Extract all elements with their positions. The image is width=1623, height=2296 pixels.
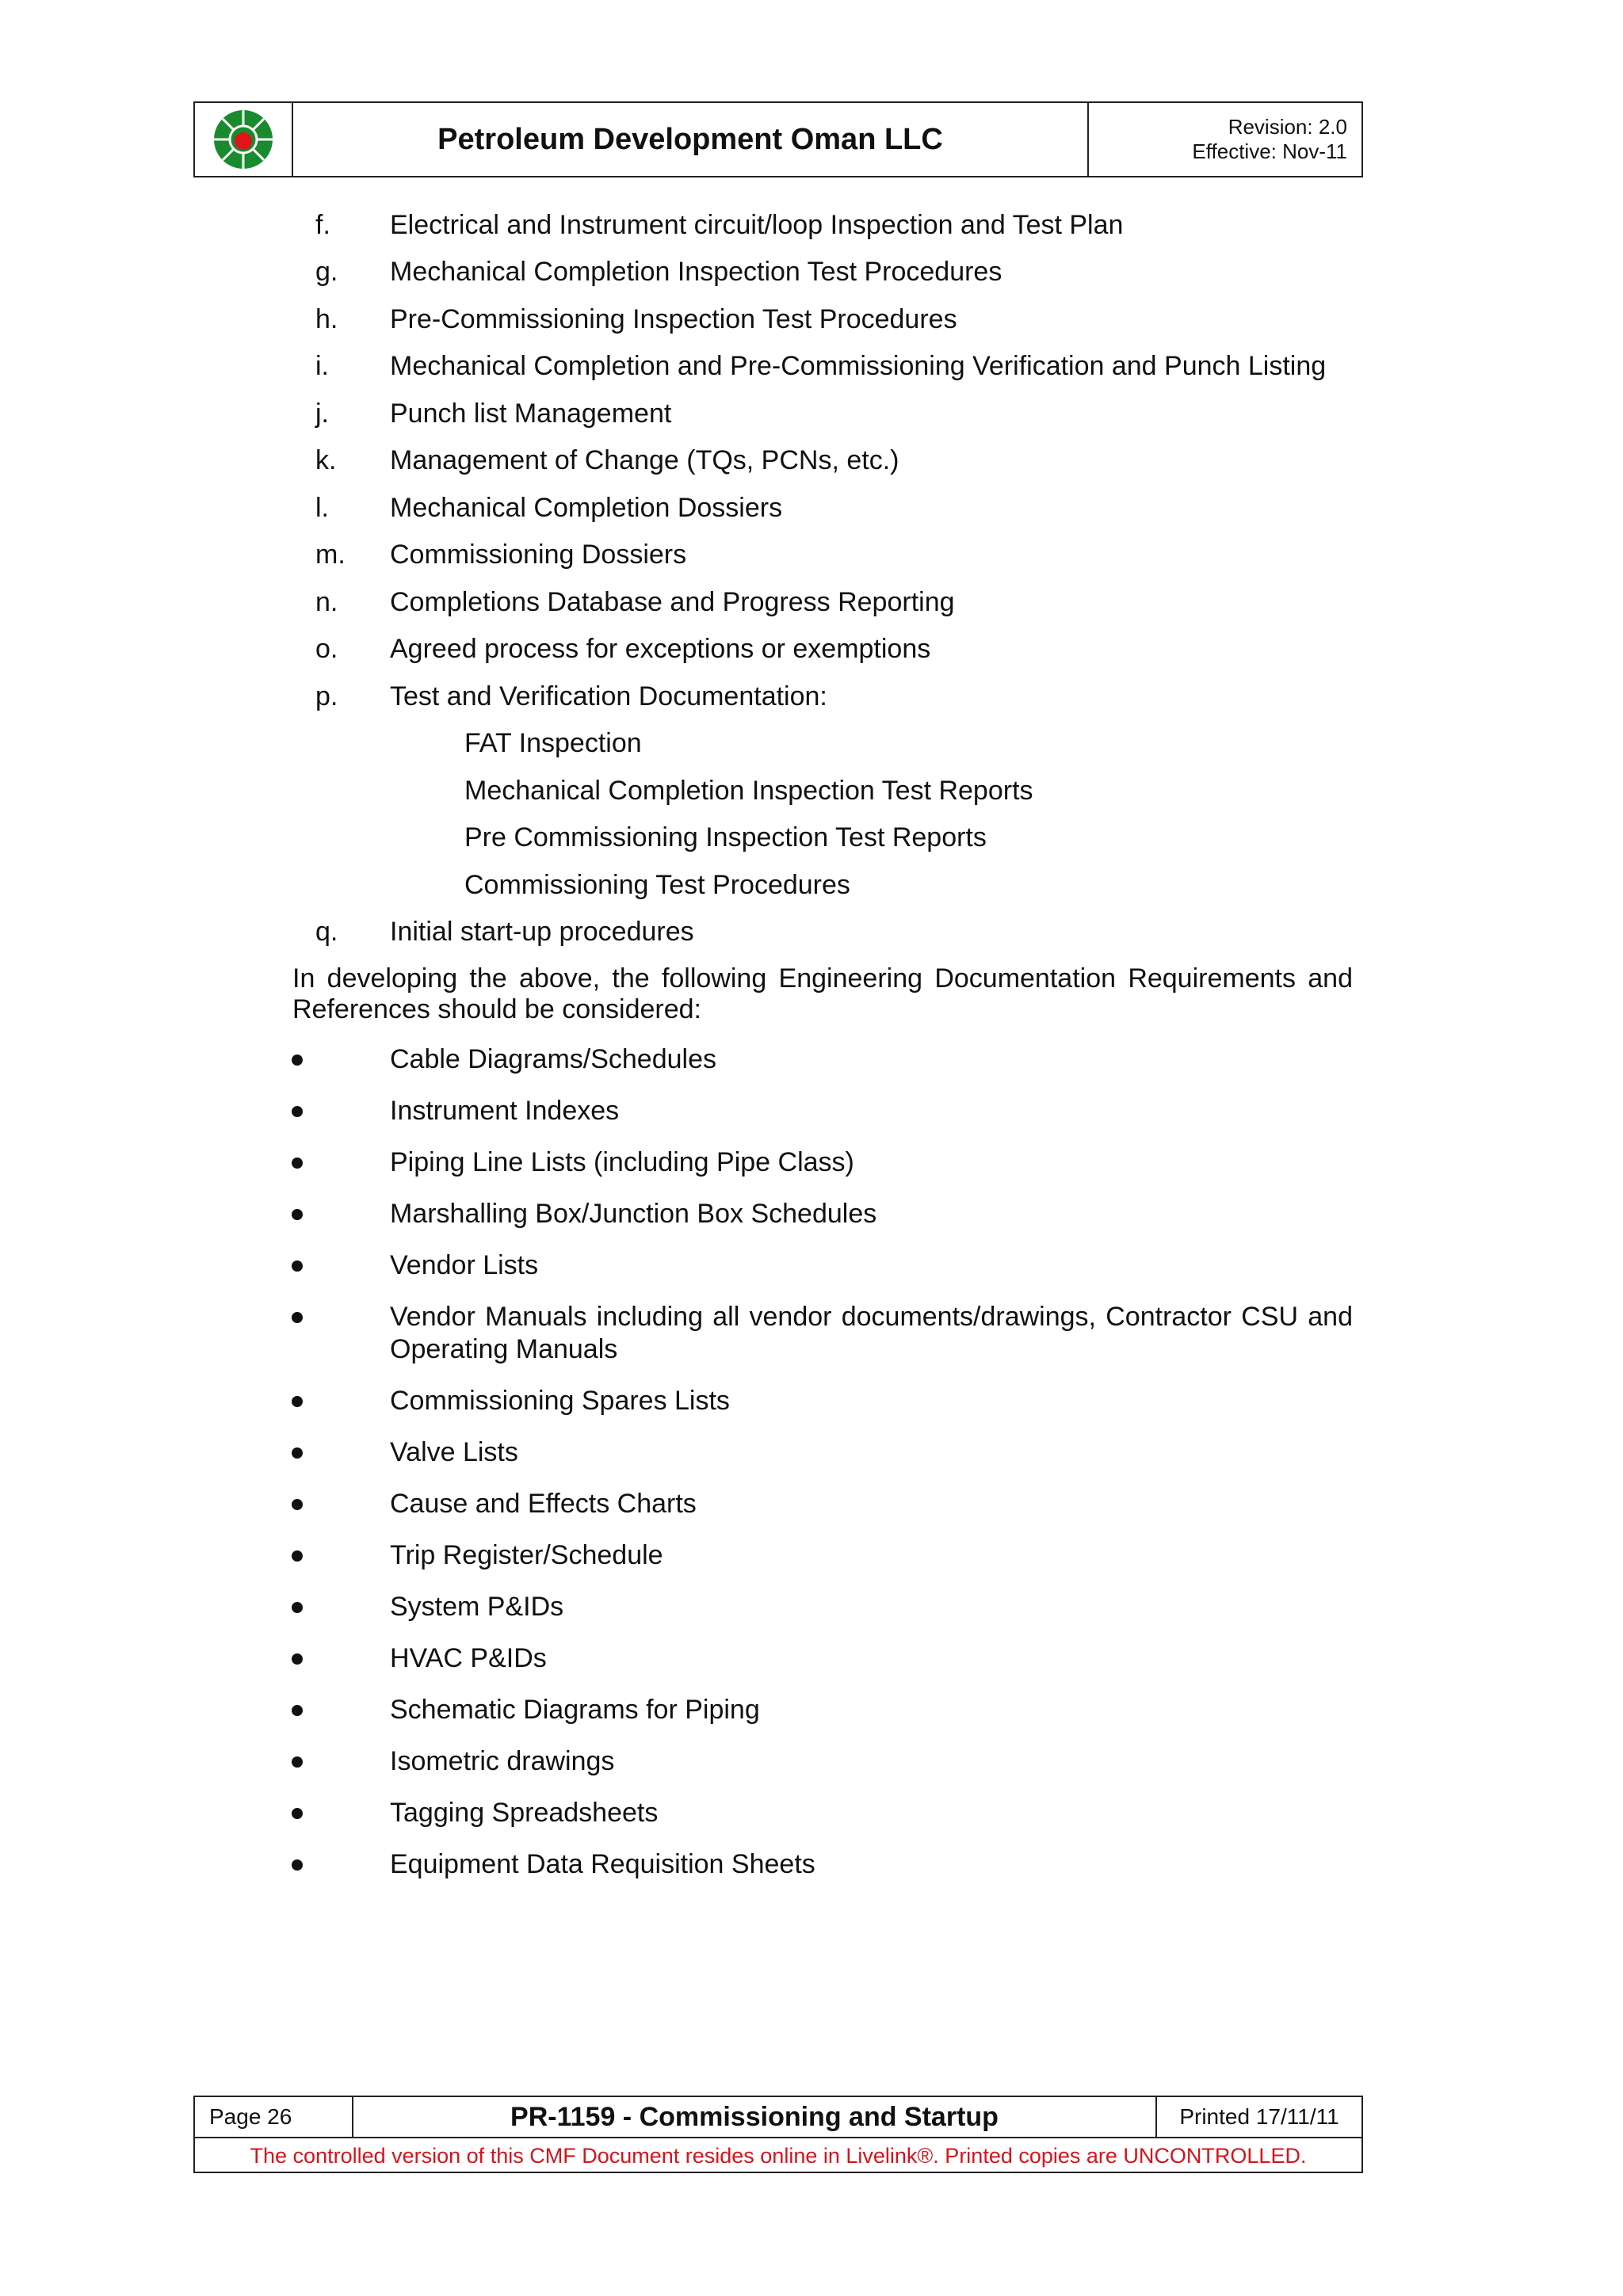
- list-marker: n.: [315, 587, 338, 617]
- pdo-shell-logo-icon: [212, 108, 275, 171]
- bullet-text: Vendor Lists: [390, 1250, 539, 1280]
- bullet-icon: [292, 1396, 303, 1407]
- bullet-text: Piping Line Lists (including Pipe Class): [390, 1147, 854, 1177]
- sub-list-item: FAT Inspection: [464, 728, 642, 758]
- bullet-icon: [292, 1859, 303, 1871]
- list-item-text: Agreed process for exceptions or exemptions: [390, 634, 931, 664]
- uncontrolled-notice: The controlled version of this CMF Document resides online in Livelink®. Printed copies are UNCONTROLLED.: [250, 2143, 1307, 2168]
- page-number: Page 26: [195, 2097, 353, 2137]
- list-item-text: Initial start-up procedures: [390, 917, 694, 947]
- bullet-text: Tagging Spreadsheets: [390, 1798, 659, 1828]
- bullet-text: Trip Register/Schedule: [390, 1540, 663, 1570]
- list-item-text: Management of Change (TQs, PCNs, etc.): [390, 445, 899, 475]
- bullet-icon: [292, 1055, 303, 1066]
- bullet-icon: [292, 1447, 303, 1459]
- bullet-text: Commissioning Spares Lists: [390, 1386, 730, 1416]
- bullet-text: Instrument Indexes: [390, 1096, 620, 1126]
- document-header: [193, 101, 1363, 177]
- list-item-text: Commissioning Dossiers: [390, 540, 687, 570]
- list-marker: f.: [315, 210, 330, 240]
- bullet-text: Valve Lists: [390, 1437, 518, 1467]
- revision-block: [1089, 103, 1361, 176]
- document-footer: [193, 2096, 1363, 2173]
- list-marker: h.: [315, 304, 338, 334]
- bullet-icon: [292, 1808, 303, 1819]
- bullet-icon: [292, 1312, 303, 1323]
- bullet-icon: [292, 1209, 303, 1220]
- list-item-text: Punch list Management: [390, 399, 672, 429]
- bullet-text: Equipment Data Requisition Sheets: [390, 1849, 815, 1879]
- list-marker: i.: [315, 351, 329, 381]
- list-marker: l.: [315, 493, 329, 523]
- list-marker: k.: [315, 445, 337, 475]
- bullet-text: Isometric drawings: [390, 1746, 615, 1776]
- bullet-icon: [292, 1158, 303, 1169]
- list-item-text: Pre-Commissioning Inspection Test Procedures: [390, 304, 957, 334]
- list-item-text: Electrical and Instrument circuit/loop Inspection and Test Plan: [390, 210, 1124, 240]
- bullet-icon: [292, 1550, 303, 1562]
- bullet-text: Vendor Manuals including all vendor documents/drawings, Contractor CSU and Operating Manuals: [390, 1302, 1353, 1364]
- bullet-text: HVAC P&IDs: [390, 1643, 547, 1673]
- bullet-icon: [292, 1261, 303, 1272]
- list-marker: p.: [315, 681, 338, 711]
- list-item-text: Mechanical Completion Inspection Test Procedures: [390, 257, 1002, 287]
- list-item-text: Mechanical Completion Dossiers: [390, 493, 783, 523]
- printed-date: Printed 17/11/11: [1179, 2104, 1339, 2129]
- document-title: PR-1159 - Commissioning and Startup: [353, 2097, 1157, 2137]
- bullet-text: Cable Diagrams/Schedules: [390, 1044, 716, 1074]
- list-marker: m.: [315, 540, 346, 570]
- bullet-text: Schematic Diagrams for Piping: [390, 1695, 760, 1725]
- logo-cell: [195, 103, 293, 176]
- sub-list-item: Commissioning Test Procedures: [464, 870, 850, 900]
- list-marker: j.: [315, 399, 329, 429]
- bullet-text: System P&IDs: [390, 1592, 564, 1622]
- bullet-icon: [292, 1756, 303, 1768]
- bullet-icon: [292, 1705, 303, 1716]
- bullet-icon: [292, 1106, 303, 1117]
- sub-list-item: Pre Commissioning Inspection Test Reports: [464, 822, 987, 852]
- effective-date: Effective: Nov-11: [1192, 139, 1347, 163]
- list-marker: g.: [315, 257, 338, 287]
- list-marker: q.: [315, 917, 338, 947]
- revision-label: Revision: 2.0: [1228, 115, 1347, 139]
- bullet-text: Cause and Effects Charts: [390, 1489, 697, 1519]
- list-item-text: Mechanical Completion and Pre-Commissioning Verification and Punch Listing: [390, 351, 1327, 381]
- sub-list-item: Mechanical Completion Inspection Test Reports: [464, 776, 1033, 806]
- list-marker: o.: [315, 634, 338, 664]
- list-item-text: Test and Verification Documentation:: [390, 681, 827, 711]
- company-name: Petroleum Development Oman LLC: [293, 103, 1089, 176]
- list-item-text: Completions Database and Progress Reporting: [390, 587, 955, 617]
- bullet-icon: [292, 1499, 303, 1510]
- intro-paragraph: In developing the above, the following Engineering Documentation Requirements and References should be considered:: [292, 963, 1353, 1024]
- bullet-text: Marshalling Box/Junction Box Schedules: [390, 1199, 877, 1229]
- bullet-icon: [292, 1602, 303, 1613]
- bullet-icon: [292, 1653, 303, 1665]
